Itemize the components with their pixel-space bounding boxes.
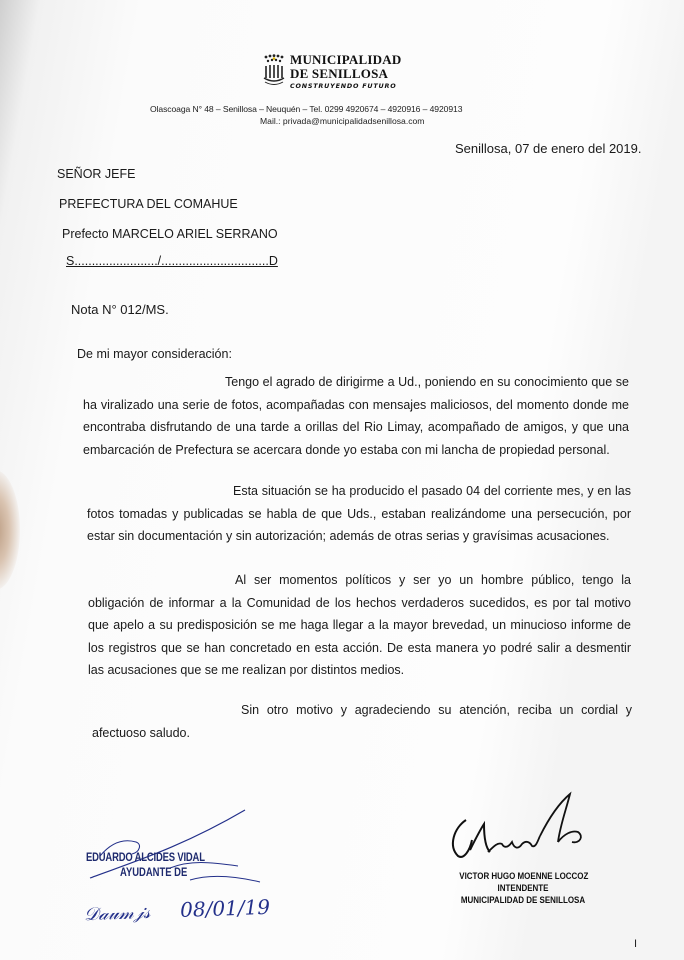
letterhead-address: Olascoaga N° 48 – Senillosa – Neuquén – Tel. 0299 4920674 – 4920916 – 4920913 xyxy=(150,104,463,114)
municipality-name-line1: MUNICIPALIDAD xyxy=(290,52,402,67)
received-stamp xyxy=(86,852,286,879)
mayor-signature xyxy=(440,790,590,870)
nota-number: Nota N° 012/MS. xyxy=(71,302,169,317)
handwritten-receipt-date: 𝒟𝒶𝓊𝓂𝒿𝓈 08/01/19 xyxy=(83,894,271,926)
body-paragraph-4: Sin otro motivo y agradeciendo su atención, reciba un cordial y afectuoso saludo. xyxy=(92,703,632,740)
municipality-logo-icon xyxy=(262,54,286,88)
addressee-line1: SEÑOR JEFE xyxy=(57,167,136,181)
addressee-line2: PREFECTURA DEL COMAHUE xyxy=(59,197,238,211)
letter-date: Senillosa, 07 de enero del 2019. xyxy=(455,141,642,156)
signatory-org: MUNICIPALIDAD DE SENILLOSA xyxy=(460,894,586,905)
stamp-title: AYUDANTE DE xyxy=(120,867,188,879)
municipality-name xyxy=(290,53,401,81)
signatory-block xyxy=(448,870,598,906)
page-mark: I xyxy=(634,938,638,950)
stamp-name: EDUARDO ALCIDES VIDAL xyxy=(86,852,205,864)
letterhead xyxy=(262,52,442,96)
signatory-title: INTENDENTE xyxy=(497,882,549,893)
municipality-slogan: CONSTRUYENDO FUTURO xyxy=(290,82,397,90)
letterhead-mail: Mail.: privada@municipalidadsenillosa.com xyxy=(260,116,425,126)
body-paragraph-1: Tengo el agrado de dirigirme a Ud., poniendo en su conocimiento que se ha viralizado una serie de fotos, acompañadas con mensajes maliciosos, del momento donde me encontraba disfrutando de una tarde a orillas del Rio Limay, acompañado de amigos, y que una embarcación de Prefectura se acercara donde yo estaba con mi lancha de propiedad personal. xyxy=(83,375,629,457)
signatory-name: VICTOR HUGO MOENNE LOCCOZ xyxy=(459,870,589,881)
addressee-line3: Prefecto MARCELO ARIEL SERRANO xyxy=(62,227,278,241)
finger-shadow xyxy=(0,470,20,590)
greeting: De mi mayor consideración: xyxy=(77,347,232,361)
handwritten-date-value: 08/01/19 xyxy=(179,894,271,922)
addressee-line4: S......................../...............................D xyxy=(66,254,278,268)
municipality-name-line2: DE SENILLOSA xyxy=(290,66,389,81)
body-paragraph-3: Al ser momentos políticos y ser yo un hombre público, tengo la obligación de informar a la Comunidad de los hechos verdaderos sucedidos, es por tal motivo que apelo a su predisposición se me haga llegar a la mayor brevedad, un minucioso informe de los registros que se han concretado en esta acción. De esta manera yo podré salir a desmentir las acusaciones que se me realizan por distintos medios. xyxy=(88,573,631,677)
body-paragraph-2: Esta situación se ha producido el pasado 04 del corriente mes, y en las fotos tomadas y publicadas se habla de que Uds., estaban realizándome una persecución, por estar sin documentación y sin autorización; además de otras serias y gravísimas acusaciones. xyxy=(87,484,631,543)
